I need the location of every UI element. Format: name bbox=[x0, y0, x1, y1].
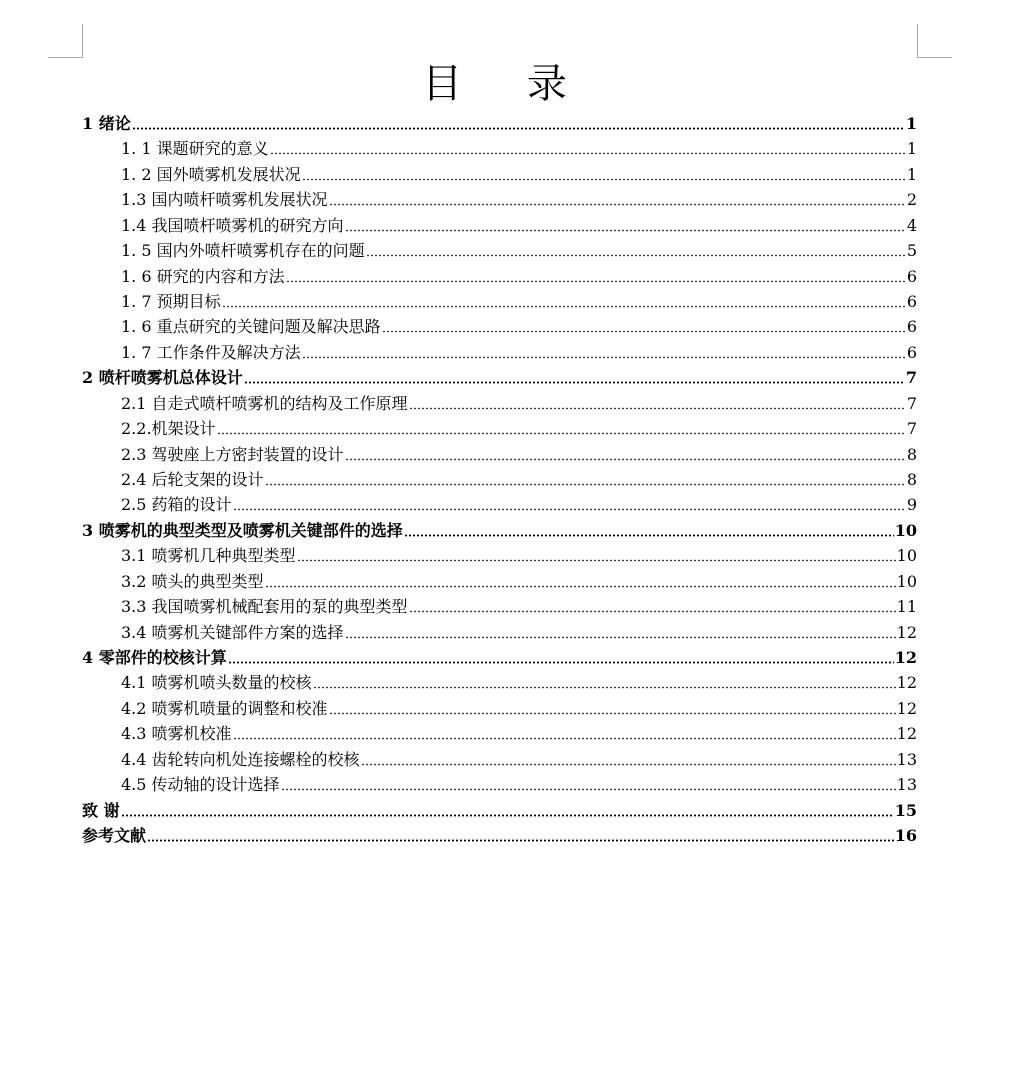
toc-entry-title: 2.2.机架设计 bbox=[121, 419, 216, 438]
toc-page-number: 16 bbox=[894, 826, 917, 845]
toc-dot-leader bbox=[404, 523, 894, 537]
toc-entry-title: 2 喷杆喷雾机总体设计 bbox=[82, 368, 243, 387]
toc-entry-title: 4.2 喷雾机喷量的调整和校准 bbox=[121, 699, 328, 718]
toc-entry-title: 4 零部件的校核计算 bbox=[82, 648, 227, 667]
toc-section-entry[interactable] bbox=[121, 721, 917, 746]
toc-dot-leader bbox=[345, 447, 906, 461]
toc-page-number: 6 bbox=[906, 317, 917, 336]
toc-chapter-entry[interactable] bbox=[82, 365, 917, 390]
toc-dot-leader bbox=[409, 396, 906, 410]
toc-section-entry[interactable] bbox=[121, 696, 917, 721]
toc-dot-leader bbox=[147, 828, 894, 842]
toc-section-entry[interactable] bbox=[121, 594, 917, 619]
toc-section-entry[interactable] bbox=[121, 467, 917, 492]
toc-dot-leader bbox=[409, 599, 896, 613]
toc-chapter-entry[interactable] bbox=[82, 518, 917, 543]
toc-entry-title: 1. 5 国内外喷杆喷雾机存在的问题 bbox=[121, 241, 365, 260]
page-title: 目 录 bbox=[422, 61, 593, 107]
toc-section-entry[interactable] bbox=[121, 416, 917, 441]
toc-page-number: 12 bbox=[894, 648, 917, 667]
toc-page-number: 7 bbox=[906, 419, 917, 438]
toc-page-number: 10 bbox=[896, 572, 917, 591]
toc-page-number: 15 bbox=[894, 801, 917, 820]
toc-page-number: 8 bbox=[906, 470, 917, 489]
toc-section-entry[interactable] bbox=[121, 213, 917, 238]
toc-page-number: 9 bbox=[906, 495, 917, 514]
toc-entry-title: 2.1 自走式喷杆喷雾机的结构及工作原理 bbox=[121, 394, 408, 413]
toc-page-number: 10 bbox=[894, 521, 917, 540]
toc-page-number: 6 bbox=[906, 343, 917, 362]
toc-entry-title: 2.3 驾驶座上方密封装置的设计 bbox=[121, 445, 344, 464]
toc-entry-title: 2.5 药箱的设计 bbox=[121, 495, 232, 514]
toc-dot-leader bbox=[366, 243, 906, 257]
toc-page-number: 10 bbox=[896, 546, 917, 565]
toc-dot-leader bbox=[329, 701, 896, 715]
toc-section-entry[interactable] bbox=[121, 569, 917, 594]
toc-entry-title: 致 谢 bbox=[82, 801, 120, 820]
toc-page-number: 1 bbox=[906, 139, 917, 158]
toc-section-entry[interactable] bbox=[121, 492, 917, 517]
toc-entry-title: 3.3 我国喷雾机械配套用的泵的典型类型 bbox=[121, 597, 408, 616]
toc-page-number: 12 bbox=[896, 623, 917, 642]
toc-entry-title: 参考文献 bbox=[82, 826, 147, 845]
toc-entry-title: 1.4 我国喷杆喷雾机的研究方向 bbox=[121, 216, 344, 235]
toc-section-entry[interactable] bbox=[121, 543, 917, 568]
toc-dot-leader bbox=[361, 752, 896, 766]
toc-page-number: 12 bbox=[896, 724, 917, 743]
toc-dot-leader bbox=[132, 116, 905, 130]
toc-entry-title: 1. 7 预期目标 bbox=[121, 292, 221, 311]
toc-entry-title: 1. 1 课题研究的意义 bbox=[121, 139, 269, 158]
toc-entry-title: 3 喷雾机的典型类型及喷雾机关键部件的选择 bbox=[82, 521, 403, 540]
toc-chapter-entry[interactable] bbox=[82, 111, 917, 136]
toc-entry-title: 1. 7 工作条件及解决方法 bbox=[121, 343, 301, 362]
toc-section-entry[interactable] bbox=[121, 238, 917, 263]
toc-section-entry[interactable] bbox=[121, 747, 917, 772]
toc-section-entry[interactable] bbox=[121, 670, 917, 695]
toc-dot-leader bbox=[244, 370, 905, 384]
toc-entry-title: 3.2 喷头的典型类型 bbox=[121, 572, 264, 591]
toc-entry-title: 1. 6 重点研究的关键问题及解决思路 bbox=[121, 317, 381, 336]
toc-dot-leader bbox=[329, 192, 906, 206]
toc-page-number: 1 bbox=[906, 165, 917, 184]
toc-dot-leader bbox=[265, 472, 906, 486]
toc-page-number: 6 bbox=[906, 267, 917, 286]
toc-section-entry[interactable] bbox=[121, 264, 917, 289]
toc-page-number: 8 bbox=[906, 445, 917, 464]
toc-dot-leader bbox=[297, 548, 896, 562]
toc-dot-leader bbox=[302, 167, 906, 181]
toc-section-entry[interactable] bbox=[121, 136, 917, 161]
toc-dot-leader bbox=[286, 269, 906, 283]
toc-dot-leader bbox=[270, 141, 906, 155]
toc-dot-leader bbox=[313, 675, 896, 689]
toc-section-entry[interactable] bbox=[121, 442, 917, 467]
toc-page-number: 7 bbox=[905, 368, 917, 387]
toc-dot-leader bbox=[382, 319, 906, 333]
toc-page-number: 13 bbox=[896, 750, 917, 769]
toc-page-number: 6 bbox=[906, 292, 917, 311]
toc-chapter-entry[interactable] bbox=[82, 823, 917, 848]
toc-dot-leader bbox=[345, 625, 896, 639]
toc-entry-title: 2.4 后轮支架的设计 bbox=[121, 470, 264, 489]
toc-entry-title: 1. 2 国外喷雾机发展状况 bbox=[121, 165, 301, 184]
toc-section-entry[interactable] bbox=[121, 340, 917, 365]
toc-entry-title: 4.1 喷雾机喷头数量的校核 bbox=[121, 673, 312, 692]
toc-dot-leader bbox=[345, 218, 906, 232]
toc-entry-title: 4.5 传动轴的设计选择 bbox=[121, 775, 280, 794]
toc-dot-leader bbox=[217, 421, 906, 435]
toc-page-number: 1 bbox=[905, 114, 917, 133]
toc-dot-leader bbox=[281, 777, 896, 791]
corner-mark-top-left bbox=[48, 24, 83, 58]
toc-dot-leader bbox=[302, 345, 906, 359]
toc-page-number: 5 bbox=[906, 241, 917, 260]
toc-entry-title: 4.4 齿轮转向机处连接螺栓的校核 bbox=[121, 750, 360, 769]
toc-dot-leader bbox=[233, 726, 896, 740]
toc-page-number: 2 bbox=[906, 190, 917, 209]
toc-section-entry[interactable] bbox=[121, 391, 917, 416]
toc-section-entry[interactable] bbox=[121, 620, 917, 645]
toc-chapter-entry[interactable] bbox=[82, 798, 917, 823]
toc-page-number: 7 bbox=[906, 394, 917, 413]
toc-dot-leader bbox=[121, 803, 894, 817]
toc-entry-title: 1.3 国内喷杆喷雾机发展状况 bbox=[121, 190, 328, 209]
toc-page-number: 11 bbox=[896, 597, 917, 616]
corner-mark-top-right bbox=[917, 24, 952, 58]
toc-page-number: 4 bbox=[906, 216, 917, 235]
toc-section-entry[interactable] bbox=[121, 289, 917, 314]
toc-dot-leader bbox=[228, 650, 894, 664]
toc-page-number: 13 bbox=[896, 775, 917, 794]
toc-section-entry[interactable] bbox=[121, 314, 917, 339]
toc-section-entry[interactable] bbox=[121, 162, 917, 187]
toc-entry-title: 4.3 喷雾机校准 bbox=[121, 724, 232, 743]
toc-entry-title: 1 绪论 bbox=[82, 114, 131, 133]
toc-dot-leader bbox=[233, 497, 906, 511]
toc-page-number: 12 bbox=[896, 673, 917, 692]
toc-entry-title: 3.1 喷雾机几种典型类型 bbox=[121, 546, 296, 565]
toc-dot-leader bbox=[222, 294, 906, 308]
toc-section-entry[interactable] bbox=[121, 772, 917, 797]
toc-entry-title: 1. 6 研究的内容和方法 bbox=[121, 267, 285, 286]
toc-section-entry[interactable] bbox=[121, 187, 917, 212]
toc-dot-leader bbox=[265, 574, 896, 588]
toc-page-number: 12 bbox=[896, 699, 917, 718]
toc-entry-title: 3.4 喷雾机关键部件方案的选择 bbox=[121, 623, 344, 642]
toc-chapter-entry[interactable] bbox=[82, 645, 917, 670]
